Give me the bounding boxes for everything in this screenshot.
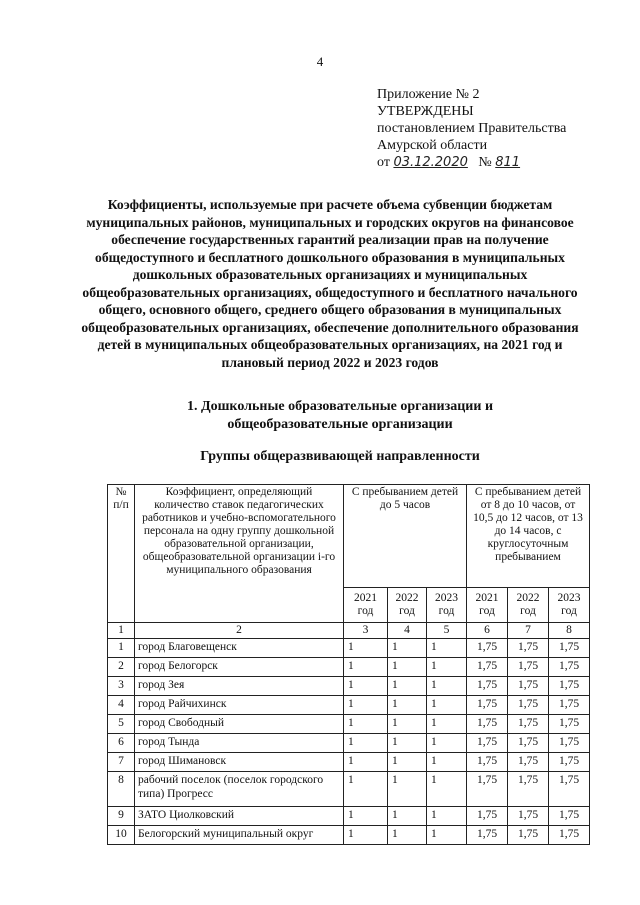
coef-value: 1,75: [549, 639, 590, 658]
coef-value: 1: [344, 753, 388, 772]
year-cell: 2023 год: [549, 588, 590, 623]
coef-value: 1,75: [508, 807, 549, 826]
coef-value: 1,75: [467, 807, 508, 826]
year-cell: 2023 год: [427, 588, 467, 623]
coef-value: 1,75: [467, 658, 508, 677]
coef-value: 1: [388, 677, 427, 696]
header-group-extended: С пребыванием детей от 8 до 10 часов, от 10,5 до 12 часов, от 13 до 14 часов, с круглосуточным пребыванием: [467, 485, 590, 588]
table-row: [108, 734, 590, 753]
page-number: 4: [316, 54, 324, 69]
coef-value: 1,75: [467, 639, 508, 658]
row-index: 4: [108, 696, 135, 715]
coef-value: 1,75: [549, 696, 590, 715]
municipality-name: Белогорский муниципальный округ: [135, 826, 344, 845]
coef-value: 1: [344, 715, 388, 734]
row-index: 6: [108, 734, 135, 753]
coef-value: 1: [344, 734, 388, 753]
coef-value: 1,75: [549, 807, 590, 826]
column-number: 2: [135, 623, 344, 639]
coef-value: 1: [388, 734, 427, 753]
coef-value: 1: [388, 658, 427, 677]
group-title: Группы общеразвивающей направленности: [200, 449, 480, 464]
table-row: [108, 826, 590, 845]
row-index: 1: [108, 639, 135, 658]
coef-value: 1: [388, 826, 427, 845]
coef-value: 1: [427, 753, 467, 772]
table-row: [108, 677, 590, 696]
row-index: 5: [108, 715, 135, 734]
row-index: 10: [108, 826, 135, 845]
decree-number: 811: [495, 155, 521, 170]
coef-value: 1,75: [467, 753, 508, 772]
coef-value: 1,75: [467, 826, 508, 845]
column-number: 6: [467, 623, 508, 639]
coef-value: 1: [388, 639, 427, 658]
row-index: 2: [108, 658, 135, 677]
coef-value: 1,75: [549, 658, 590, 677]
decree-date: 03.12.2020: [393, 155, 468, 170]
coef-value: 1,75: [467, 715, 508, 734]
table-row: [108, 753, 590, 772]
document-title: Коэффициенты, используемые при расчете объема субвенции бюджетам муниципальных районов, муниципальных и городских округов на финансовое обеспечение государственных гарантий реализации прав на получение общедоступного и бесплатного дошкольного образования в муниципальных дошкольных образовательных организациях и муниципальных общеобразовательных организациях, общедоступного и бесплатного начального общего, основного общего, среднего общего образования в муниципальных общеобразовательных организациях, обеспечение дополнительного образования детей в муниципальных общеобразовательных организациях, на 2021 год и плановый период 2022 и 2023 годов: [81, 197, 579, 370]
appendix-label: Приложение № 2: [377, 87, 480, 102]
column-number: 5: [427, 623, 467, 639]
row-index: 9: [108, 807, 135, 826]
row-index: 8: [108, 772, 135, 807]
column-number: 4: [388, 623, 427, 639]
header-row: [108, 485, 590, 588]
municipality-name: город Белогорск: [135, 658, 344, 677]
coef-value: 1,75: [508, 734, 549, 753]
region-label: Амурской области: [377, 138, 488, 153]
approval-block: [377, 86, 566, 171]
coef-value: 1,75: [467, 734, 508, 753]
coef-value: 1: [344, 807, 388, 826]
coef-value: 1,75: [549, 753, 590, 772]
table-row: [108, 658, 590, 677]
column-number: 3: [344, 623, 388, 639]
coef-value: 1: [427, 734, 467, 753]
date-prefix: от: [377, 155, 390, 170]
coef-value: 1: [427, 807, 467, 826]
approved-label: УТВЕРЖДЕНЫ: [377, 104, 474, 119]
coef-value: 1: [344, 658, 388, 677]
column-number: 8: [549, 623, 590, 639]
coef-value: 1: [427, 826, 467, 845]
table-row: [108, 696, 590, 715]
number-prefix: №: [478, 155, 492, 170]
coef-value: 1,75: [467, 677, 508, 696]
coef-value: 1: [344, 677, 388, 696]
municipality-name: город Шимановск: [135, 753, 344, 772]
coef-value: 1,75: [508, 696, 549, 715]
table-row: [108, 639, 590, 658]
column-numbers-row: [108, 623, 590, 639]
coef-value: 1: [388, 696, 427, 715]
municipality-name: рабочий поселок (поселок городского типа) Прогресс: [135, 772, 344, 807]
coef-value: 1: [344, 826, 388, 845]
row-index: 7: [108, 753, 135, 772]
table-row: [108, 715, 590, 734]
year-cell: 2022 год: [508, 588, 549, 623]
column-number: 1: [108, 623, 135, 639]
coef-value: 1: [344, 696, 388, 715]
coef-value: 1,75: [549, 715, 590, 734]
municipality-name: город Тында: [135, 734, 344, 753]
coef-value: 1,75: [467, 696, 508, 715]
coef-value: 1,75: [549, 826, 590, 845]
coefficients-table: [107, 484, 590, 845]
coef-value: 1: [388, 772, 427, 807]
coef-value: 1,75: [508, 658, 549, 677]
coef-value: 1,75: [549, 734, 590, 753]
table-row: [108, 772, 590, 807]
year-cell: 2022 год: [388, 588, 427, 623]
header-coefficient: Коэффициент, определяющий количество ставок педагогических работников и учебно-вспомогательного персонала на одну группу дошкольной образовательной организации, общеобразовательной организации i-го муниципального образования: [135, 485, 344, 623]
municipality-name: город Райчихинск: [135, 696, 344, 715]
column-number: 7: [508, 623, 549, 639]
coef-value: 1,75: [508, 677, 549, 696]
table-row: [108, 807, 590, 826]
coef-value: 1,75: [508, 753, 549, 772]
coef-value: 1,75: [549, 772, 590, 807]
header-group-under-5h: С пребыванием детей до 5 часов: [344, 485, 467, 588]
coef-value: 1: [427, 696, 467, 715]
coef-value: 1,75: [508, 715, 549, 734]
municipality-name: город Свободный: [135, 715, 344, 734]
coef-value: 1,75: [467, 772, 508, 807]
coef-value: 1: [388, 807, 427, 826]
coef-value: 1: [388, 753, 427, 772]
coef-value: 1: [427, 772, 467, 807]
section-title: 1. Дошкольные образовательные организации и общеобразовательные организации: [186, 399, 494, 432]
coef-value: 1,75: [508, 639, 549, 658]
coef-value: 1: [427, 715, 467, 734]
year-cell: 2021 год: [344, 588, 388, 623]
decree-date-line: [377, 154, 566, 171]
municipality-name: ЗАТО Циолковский: [135, 807, 344, 826]
year-cell: 2021 год: [467, 588, 508, 623]
municipality-name: город Благовещенск: [135, 639, 344, 658]
coef-value: 1,75: [508, 826, 549, 845]
coef-value: 1: [427, 677, 467, 696]
coef-value: 1,75: [549, 677, 590, 696]
coef-value: 1: [427, 639, 467, 658]
header-no: № п/п: [108, 485, 135, 623]
coef-value: 1: [427, 658, 467, 677]
coef-value: 1: [344, 772, 388, 807]
decree-label: постановлением Правительства: [377, 121, 567, 136]
coef-value: 1: [344, 639, 388, 658]
row-index: 3: [108, 677, 135, 696]
coef-value: 1: [388, 715, 427, 734]
municipality-name: город Зея: [135, 677, 344, 696]
coef-value: 1,75: [508, 772, 549, 807]
